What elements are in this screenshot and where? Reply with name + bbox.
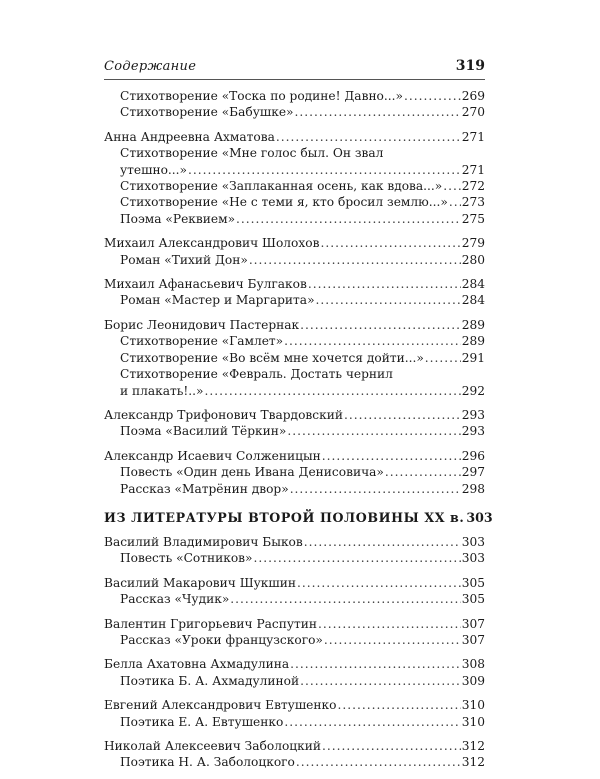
- entry-page: 270: [461, 105, 485, 120]
- toc-entry[interactable]: [104, 550, 485, 566]
- toc-entry[interactable]: [104, 292, 485, 308]
- dot-leader: [322, 738, 461, 754]
- dot-leader: [254, 550, 461, 566]
- dot-leader: [249, 252, 461, 268]
- entry-page: 271: [461, 162, 485, 177]
- toc-entry[interactable]: [104, 252, 485, 268]
- author-name: Валентин Григорьевич Распутин: [104, 616, 318, 631]
- dot-leader: [276, 129, 461, 145]
- toc-group: [104, 656, 485, 689]
- section-page: 303: [466, 509, 493, 525]
- toc-group: [104, 276, 485, 309]
- entry-title: Стихотворение «Бабушке»: [120, 105, 294, 120]
- toc-author-entry[interactable]: [104, 575, 485, 591]
- entry-page: 284: [461, 277, 485, 292]
- toc-author-entry[interactable]: [104, 407, 485, 423]
- author-name: Александр Исаевич Солженицын: [104, 448, 321, 463]
- entry-title: Поэтика Б. А. Ахмадулиной: [120, 673, 300, 688]
- dot-leader: [287, 423, 460, 439]
- author-name: Михаил Александрович Шолохов: [104, 236, 320, 251]
- table-of-contents: [104, 88, 493, 779]
- entry-title: Повесть «Сотников»: [120, 551, 253, 566]
- dot-leader: [300, 673, 461, 689]
- toc-group: [104, 129, 485, 227]
- page-number: 319: [455, 58, 485, 74]
- entry-title: Стихотворение «Гамлет»: [120, 334, 284, 349]
- toc-entry[interactable]: [104, 754, 485, 770]
- dot-leader: [404, 88, 461, 104]
- entry-page: 310: [461, 714, 485, 729]
- entry-page: 269: [461, 89, 485, 103]
- entry-title-continued: и плакать!..»: [120, 383, 204, 398]
- toc-author-entry[interactable]: [104, 697, 485, 713]
- toc-author-entry[interactable]: [104, 129, 485, 145]
- entry-page: 280: [461, 252, 485, 267]
- toc-part-2: [104, 534, 485, 771]
- toc-author-entry[interactable]: [104, 276, 485, 292]
- toc-entry[interactable]: [104, 481, 485, 497]
- entry-title: Поэтика Е. А. Евтушенко: [120, 714, 284, 729]
- entry-title: Стихотворение «Мне голос был. Он звал: [120, 146, 384, 161]
- dot-leader: [296, 754, 461, 770]
- entry-page: 298: [461, 481, 485, 496]
- toc-entry[interactable]: [104, 632, 485, 648]
- toc-entry[interactable]: [104, 464, 485, 480]
- toc-entry[interactable]: [104, 673, 485, 689]
- entry-page: 296: [461, 448, 485, 463]
- dot-leader: [300, 317, 461, 333]
- toc-author-entry[interactable]: [104, 448, 485, 464]
- entry-page: 303: [461, 534, 485, 549]
- entry-page: 312: [461, 755, 485, 770]
- section-heading[interactable]: [104, 509, 493, 526]
- dot-leader: [308, 276, 461, 292]
- author-name: Анна Андреевна Ахматова: [104, 129, 275, 144]
- entry-title: Поэма «Реквием»: [120, 211, 236, 226]
- toc-author-entry[interactable]: [104, 534, 485, 550]
- toc-entry[interactable]: [104, 178, 485, 194]
- toc-part-1: [104, 88, 485, 497]
- dot-leader: [304, 534, 461, 550]
- dot-leader: [290, 481, 461, 497]
- toc-group: [104, 88, 485, 121]
- entry-page: 292: [461, 383, 485, 398]
- entry-title: Повесть «Один день Ивана Денисовича»: [120, 465, 384, 480]
- dot-leader: [443, 178, 460, 194]
- toc-group: [104, 407, 485, 440]
- entry-page: 303: [461, 551, 485, 566]
- dot-leader: [284, 333, 461, 349]
- dot-leader: [284, 714, 460, 730]
- author-name: Михаил Афанасьевич Булгаков: [104, 277, 307, 292]
- toc-entry[interactable]: [104, 88, 485, 104]
- entry-title: Роман «Мастер и Маргарита»: [120, 293, 315, 308]
- entry-title: Рассказ «Чудик»: [120, 592, 230, 607]
- author-name: Василий Макарович Шукшин: [104, 575, 296, 590]
- dot-leader: [344, 407, 461, 423]
- dot-leader: [188, 162, 461, 178]
- toc-group: [104, 616, 485, 649]
- toc-entry[interactable]: [104, 104, 485, 120]
- entry-page: 293: [461, 407, 485, 422]
- toc-entry[interactable]: [104, 714, 485, 730]
- dot-leader: [230, 591, 460, 607]
- entry-page: 275: [461, 211, 485, 226]
- entry-title: Поэма «Василий Тёркин»: [120, 424, 287, 439]
- running-header: [104, 55, 485, 80]
- entry-page: 291: [461, 350, 485, 365]
- entry-page: 273: [461, 195, 485, 210]
- toc-author-entry[interactable]: [104, 235, 485, 251]
- toc-entry-continuation[interactable]: [104, 383, 485, 399]
- toc-author-entry[interactable]: [104, 656, 485, 672]
- dot-leader: [324, 632, 461, 648]
- dot-leader: [337, 697, 460, 713]
- toc-group: [104, 534, 485, 567]
- entry-page: 271: [461, 129, 485, 144]
- dot-leader: [205, 383, 461, 399]
- entry-title: Стихотворение «Заплаканная осень, как вдова...»: [120, 179, 443, 194]
- section-title: ИЗ ЛИТЕРАТУРЫ ВТОРОЙ ПОЛОВИНЫ XX в.: [104, 509, 465, 525]
- toc-entry[interactable]: [104, 591, 485, 607]
- entry-page: 307: [461, 616, 485, 631]
- entry-title: Стихотворение «Не с теми я, кто бросил землю...»: [120, 195, 448, 210]
- author-name: Василий Владимирович Быков: [104, 534, 303, 549]
- dot-leader: [318, 616, 461, 632]
- toc-entry[interactable]: [104, 333, 485, 349]
- toc-group: [104, 235, 485, 268]
- toc-group: [104, 317, 485, 399]
- entry-page: 284: [461, 293, 485, 308]
- toc-entry[interactable]: [104, 145, 485, 161]
- toc-author-entry[interactable]: [104, 738, 485, 754]
- toc-group: [104, 738, 485, 771]
- entry-page: 293: [461, 424, 485, 439]
- entry-page: 297: [461, 465, 485, 480]
- dot-leader: [295, 104, 461, 120]
- dot-leader: [290, 656, 461, 672]
- entry-title: Рассказ «Уроки французского»: [120, 632, 323, 647]
- author-name: Александр Трифонович Твардовский: [104, 407, 343, 422]
- entry-title: Роман «Тихий Дон»: [120, 252, 248, 267]
- toc-group: [104, 448, 485, 497]
- toc-entry[interactable]: [104, 211, 485, 227]
- entry-page: 305: [461, 575, 485, 590]
- entry-page: 272: [461, 179, 485, 194]
- toc-entry[interactable]: [104, 423, 485, 439]
- entry-page: 289: [461, 317, 485, 332]
- entry-page: 312: [461, 739, 485, 753]
- toc-author-entry[interactable]: [104, 616, 485, 632]
- dot-leader: [385, 464, 461, 480]
- author-name: Николай Алексеевич Заболоцкий: [104, 739, 321, 753]
- toc-entry[interactable]: [104, 350, 485, 366]
- entry-title: Стихотворение «Тоска по родине! Давно...»: [120, 89, 403, 103]
- author-name: Борис Леонидович Пастернак: [104, 317, 300, 332]
- toc-entry-continuation[interactable]: [104, 162, 485, 178]
- entry-page: 308: [461, 657, 485, 672]
- dot-leader: [297, 575, 461, 591]
- author-name: Евгений Александрович Евтушенко: [104, 698, 337, 713]
- dot-leader: [236, 211, 461, 227]
- entry-page: 289: [461, 334, 485, 349]
- entry-title-continued: утешно...»: [120, 162, 187, 177]
- toc-group: [104, 697, 485, 730]
- toc-entry[interactable]: [104, 194, 485, 210]
- entry-page: 309: [461, 673, 485, 688]
- header-title: Содержание: [104, 59, 197, 74]
- entry-title: Стихотворение «Февраль. Достать чернил: [120, 367, 393, 382]
- dot-leader: [425, 350, 461, 366]
- entry-title: Рассказ «Матрёнин двор»: [120, 481, 289, 496]
- author-name: Белла Ахатовна Ахмадулина: [104, 657, 290, 672]
- dot-leader: [322, 448, 461, 464]
- entry-page: 310: [461, 698, 485, 713]
- toc-entry[interactable]: [104, 366, 485, 382]
- entry-page: 305: [461, 592, 485, 607]
- entry-page: 279: [461, 236, 485, 251]
- toc-author-entry[interactable]: [104, 317, 485, 333]
- toc-group: [104, 575, 485, 608]
- dot-leader: [316, 292, 461, 308]
- entry-title: Поэтика Н. А. Заболоцкого: [120, 755, 295, 770]
- dot-leader: [320, 235, 460, 251]
- entry-title: Стихотворение «Во всём мне хочется дойти...»: [120, 350, 424, 365]
- entry-page: 307: [461, 632, 485, 647]
- dot-leader: [449, 194, 461, 210]
